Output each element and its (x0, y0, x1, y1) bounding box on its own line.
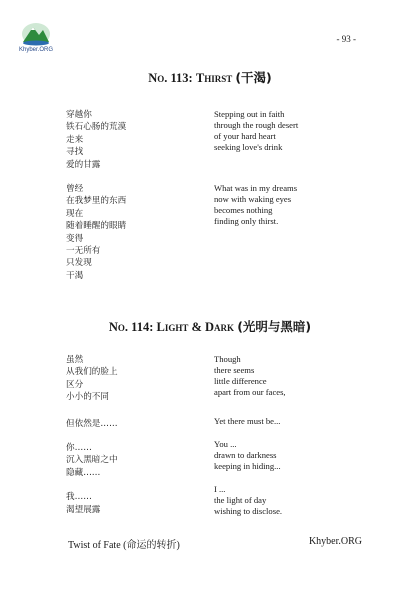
poem-line: wishing to disclose. (214, 506, 283, 516)
poem-113-number: No. 113: (148, 71, 193, 85)
page-number: - 93 - (336, 34, 356, 44)
poem-line: becomes nothing (214, 205, 273, 215)
poem-line: 虽然 (66, 355, 84, 365)
poem-line: 沉入黑暗之中 (66, 455, 118, 466)
stanza (66, 442, 118, 479)
poem-line: through the rough desert (214, 120, 299, 130)
stanza (66, 418, 118, 430)
stanza (214, 354, 286, 398)
poem-line: 寻找 (66, 147, 84, 158)
stanza (214, 109, 298, 153)
poem-line: 小小的不同 (66, 392, 109, 403)
poem-line: Stepping out in faith (214, 109, 285, 119)
poem-line: finding only thirst. (214, 216, 279, 226)
stanza (66, 491, 118, 516)
stanza (214, 484, 286, 517)
poem-line: 但依然是…… (66, 418, 118, 429)
poem-line: 走来 (66, 134, 84, 145)
poem-114-chinese (66, 354, 118, 528)
poem-line: What was in my dreams (214, 183, 298, 193)
poem-line: 你…… (66, 443, 92, 454)
poem-line: 渴望展露 (66, 504, 101, 515)
poem-114-number: No. 114: (108, 320, 154, 334)
mountain-logo-icon (21, 22, 51, 46)
poem-line: 一无所有 (66, 246, 101, 257)
khyber-logo (18, 22, 54, 53)
poem-line: of your hard heart (214, 131, 276, 141)
poem-line: now with waking eyes (214, 194, 292, 204)
poem-line: little difference (214, 376, 267, 386)
poem-line: Yet there must be... (214, 416, 281, 426)
poem-114-name: Light & Dark (156, 320, 235, 334)
poem-113-english (214, 109, 298, 239)
poem-line: 现在 (66, 208, 84, 219)
footer-site: Khyber.ORG (308, 536, 362, 547)
poem-line: there seems (214, 365, 255, 375)
poem-line: 只发现 (66, 258, 92, 269)
poem-114-english (214, 354, 286, 529)
poem-114-title (0, 317, 420, 335)
poem-line: drawn to darkness (214, 450, 277, 460)
poem-114-title-cn: (光明与黑暗) (237, 319, 312, 334)
stanza (214, 439, 286, 472)
stanza (214, 416, 286, 427)
poem-line: Though (214, 354, 241, 364)
stanza (66, 183, 126, 282)
poem-line: apart from our faces, (214, 387, 286, 397)
poem-line: 从我们的脸上 (66, 367, 118, 378)
stanza (214, 183, 298, 227)
poem-line: 在我梦里的东西 (66, 196, 127, 207)
poem-line: 曾经 (66, 184, 84, 195)
poem-line: the light of day (214, 495, 267, 505)
poem-line: 爱的甘露 (66, 159, 101, 170)
poem-line: 区分 (66, 379, 84, 390)
poem-line: I ... (214, 484, 226, 494)
poem-line: 随着睡醒的眼睛 (66, 221, 127, 232)
poem-line: seeking love's drink (214, 142, 283, 152)
footer-book-title: Twist of Fate (命运的转折) (68, 540, 180, 551)
poem-line: keeping in hiding... (214, 461, 281, 471)
logo-text: Khyber.ORG (18, 47, 53, 53)
poem-line: 穿越你 (66, 110, 92, 120)
poem-line: 铁石心肠的荒漠 (66, 122, 127, 133)
poem-113-chinese (66, 109, 126, 294)
poem-113-title-cn: (干渴) (235, 70, 272, 85)
poem-line: 干渴 (66, 270, 84, 281)
poem-113-name: Thirst (195, 71, 233, 85)
poem-line: 变得 (66, 233, 84, 244)
stanza (66, 354, 118, 404)
poem-line: 隐藏…… (66, 467, 101, 478)
stanza (66, 109, 126, 171)
poem-line: You ... (214, 439, 237, 449)
poem-line: 我…… (66, 492, 92, 503)
poem-113-title (0, 68, 420, 86)
